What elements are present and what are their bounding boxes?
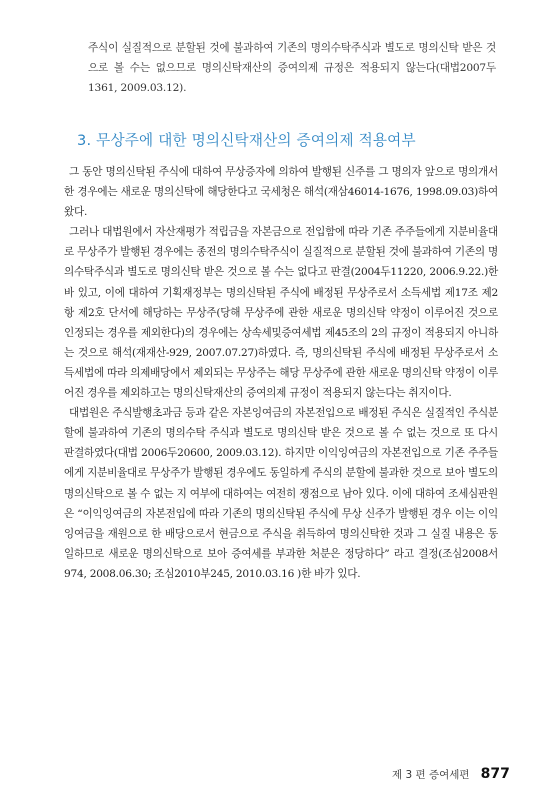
footer-section-label: 제 3 편 증여세편 [392,769,470,781]
section-heading: 3. 무상주에 대한 명의신탁재산의 증여의제 적용여부 [77,132,416,149]
page-footer [392,763,510,782]
page-number: 877 [480,766,510,782]
body-paragraph-3: 대법원은 주식발행초과금 등과 같은 자본잉여금의 자본전입으로 배정된 주식은 실질적인 주식분할에 불과하여 기존의 명의수탁 주식과 별도로 명의신탁 받은 것으로 볼 수 없는 것으로 또 다시 판결하였다(대법 2006두20600, 2009.03.12). 하지만 이익잉여금의 자본전입으로 기존 주주들에게 지분비율대로 무상주가 발행된 경우에도 동일하게 주식의 분할에 불과한 것으로 보아 별도의 명의신탁으로 볼 수 없는 지 여부에 대하여는 여전히 쟁점으로 남아 있다. 이에 대하여 조세심판원은 “이익잉여금의 자본전입에 따라 기존의 명의신탁된 주식에 무상 신주가 발행된 경우 이는 이익잉여금을 재원으로 한 배당으로서 현금으로 주식을 취득하여 명의신탁한 것과 그 실질 내용은 동일하므로 새로운 명의신탁으로 보아 증여세를 부과한 처분은 정당하다” 라고 결정(조심2008서974, 2008.06.30; 조심2010부245, 2010.03.16 )한 바가 있다. [64,407,498,580]
body-paragraph-2: 그러나 대법원에서 자산재평가 적립금을 자본금으로 전입함에 따라 기존 주주들에게 지분비율대로 무상주가 발행된 경우에는 종전의 명의수탁주식이 실질적으로 분할된 것에 불과하여 기존의 명의수탁주식과 별도로 명의신탁 받은 것으로 볼 수는 없다고 판결(2004두11220, 2006.9.22.)한 바 있고, 이에 대하여 기획재정부는 명의신탁된 주식에 배정된 무상주로서 소득세법 제17조 제2항 제2호 단서에 해당하는 무상주(당해 무상주에 관한 새로운 명의신탁 약정이 이루어진 것으로 인정되는 경우를 제외한다)의 경우에는 상속세및증여세법 제45조의 2의 규정이 적용되지 아니하는 것으로 해석(재재산-929, 2007.07.27)하였다. 즉, 명의신탁된 주식에 배정된 무상주로서 소득세법에 따라 의제배당에서 제외되는 무상주는 해당 무상주에 관한 새로운 명의신탁 약정이 이루어진 경우를 제외하고는 명의신탁재산의 증여의제 규정이 적용되지 않는다는 취지이다. [64,226,498,400]
intro-paragraph: 주식이 실질적으로 분할된 것에 불과하여 기존의 명의수탁주식과 별도로 명의신탁 받은 것으로 볼 수는 없으므로 명의신탁재산의 증여의제 규정은 적용되지 않는다(대법2007두1361, 2009.03.12). [88,42,496,94]
body-paragraph-1: 그 동안 명의신탁된 주식에 대하여 무상증자에 의하여 발행된 신주를 그 명의자 앞으로 명의개서한 경우에는 새로운 명의신탁에 해당한다고 국세청은 해석(재삼46014-1676, 1998.09.03)하여 왔다. [64,166,498,219]
section-body [64,162,498,584]
